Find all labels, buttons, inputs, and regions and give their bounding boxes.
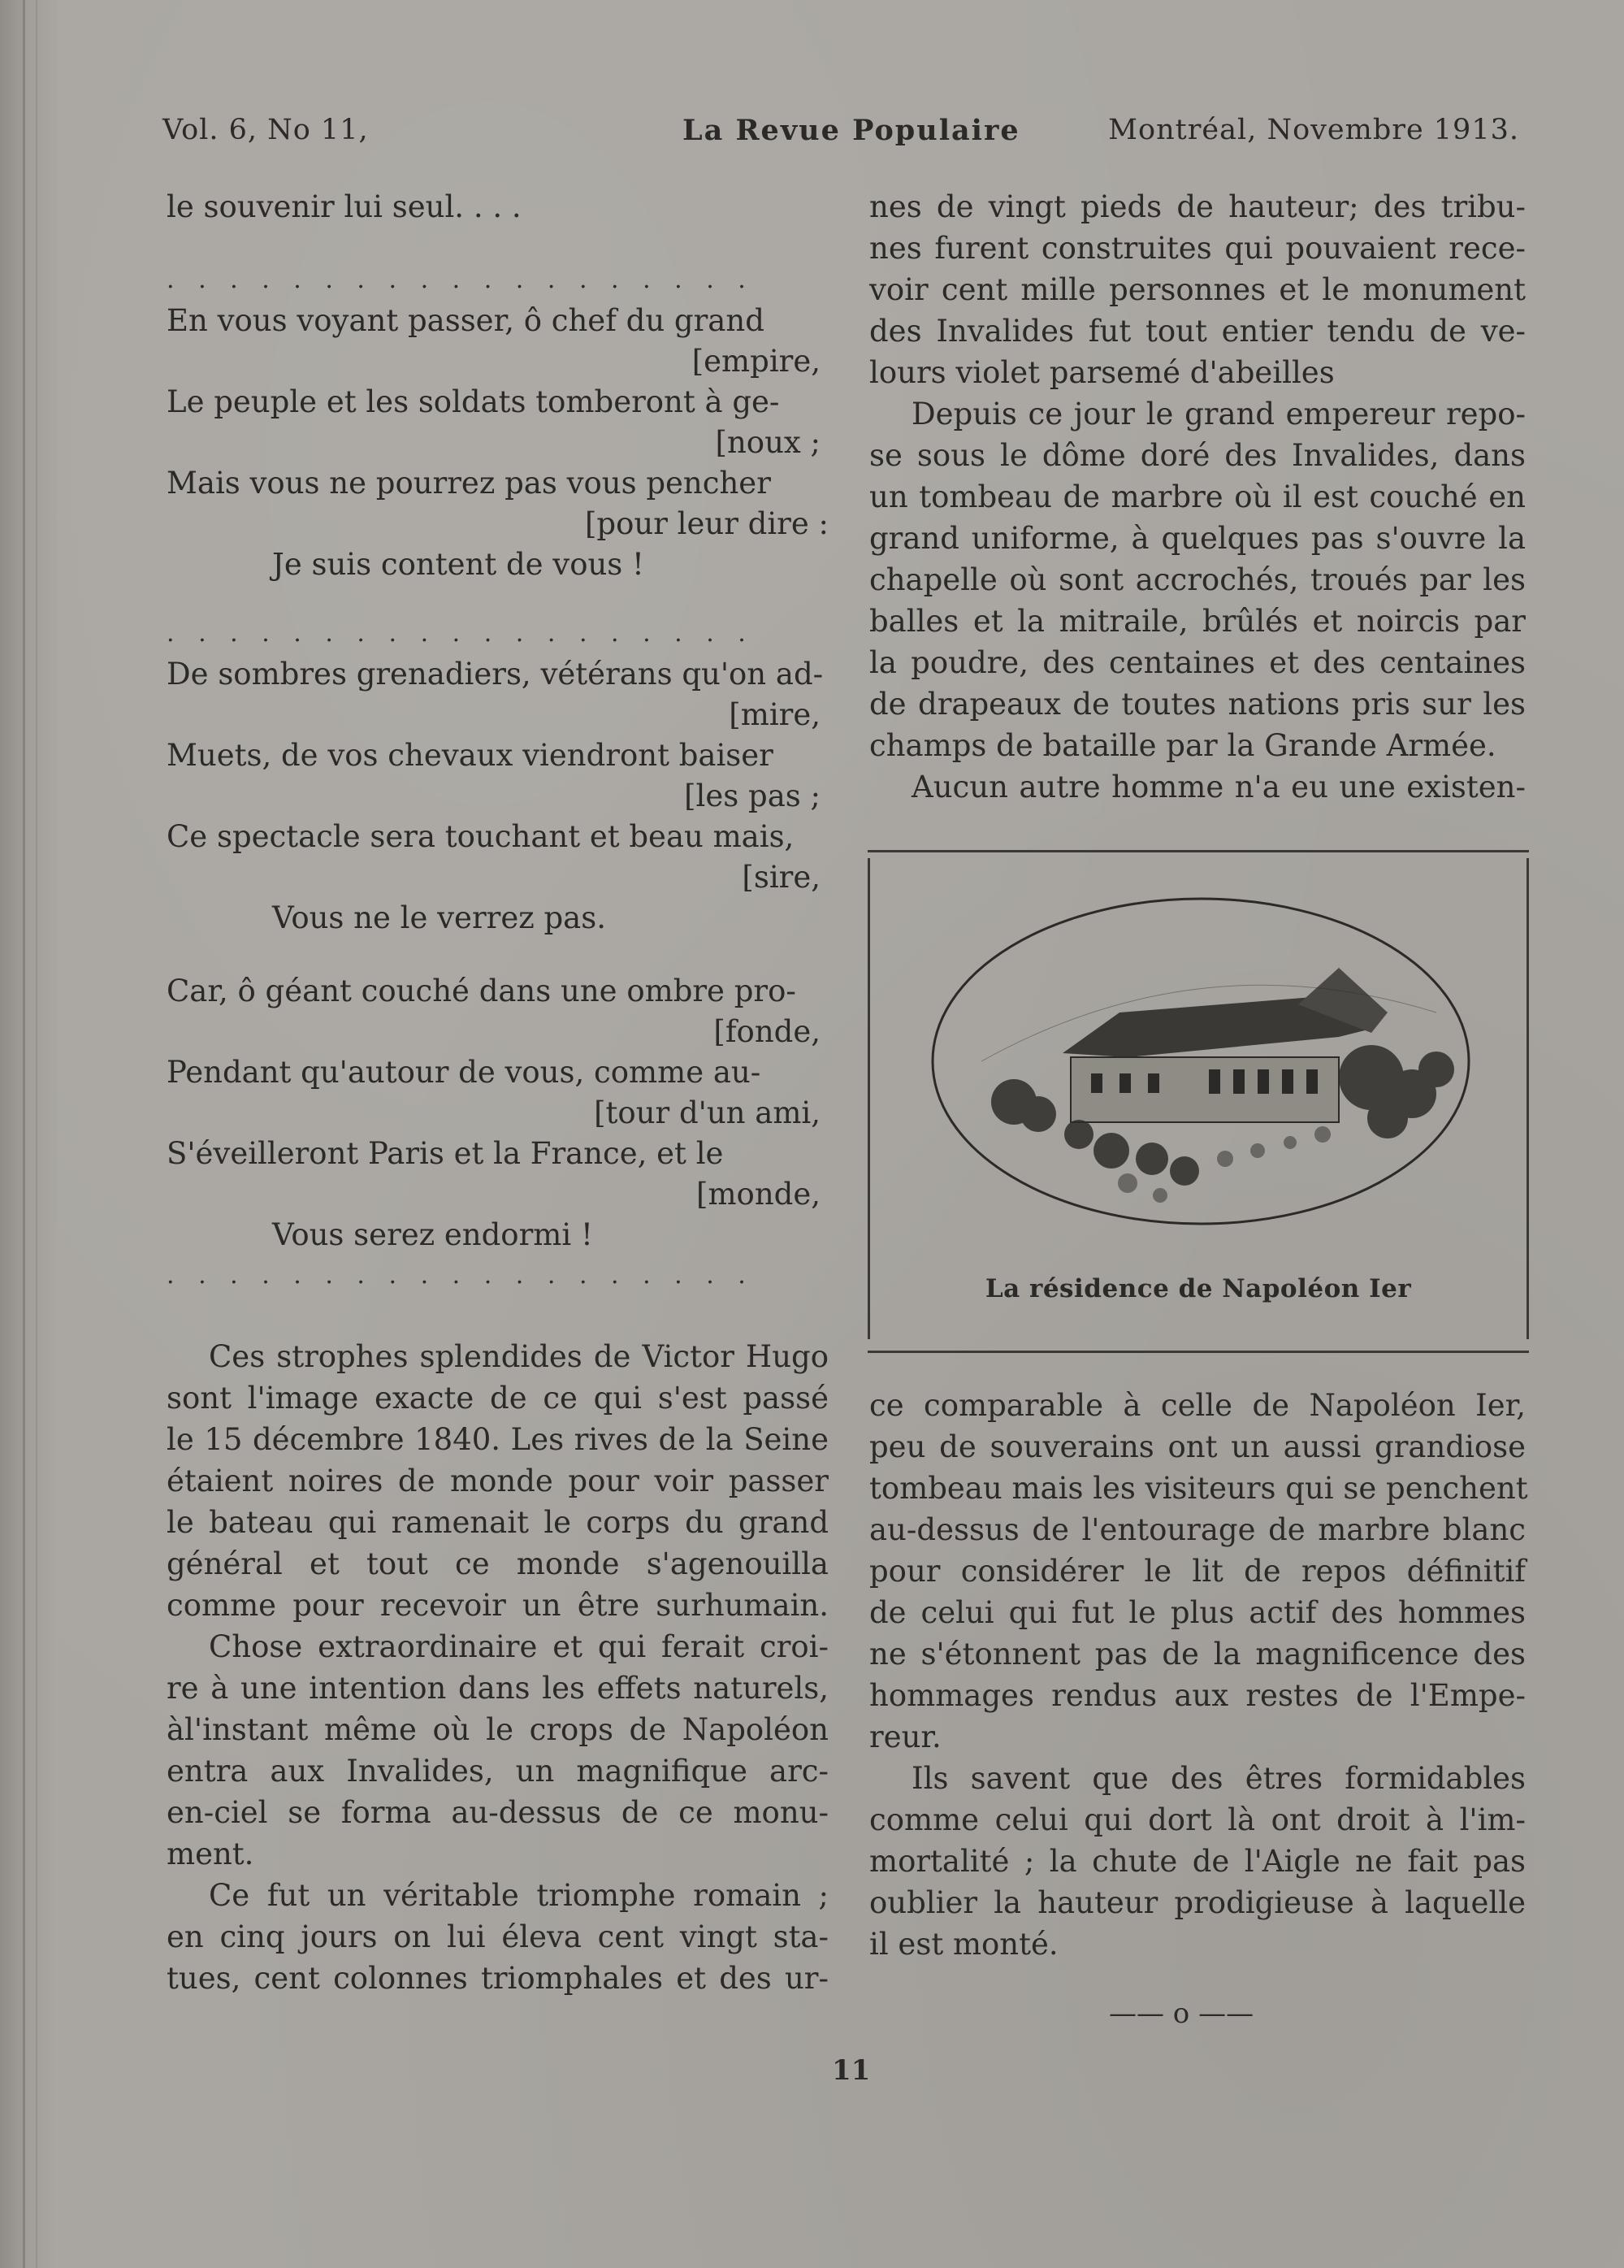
prose-line: oublier la hauteur prodigieuse à laquelle [869, 1885, 1526, 1920]
prose-line: se sous le dôme doré des Invalides, dans [869, 438, 1526, 473]
poem-ellipsis-row: . . . . . . . . . . . . . . . . . . . [167, 1261, 754, 1290]
prose-line: des Invalides fut tout entier tendu de ve- [869, 314, 1526, 349]
left-column [167, 187, 829, 2000]
page-number: 11 [832, 2054, 871, 2087]
prose-line: de drapeaux de toutes nations pris sur les [869, 687, 1526, 722]
prose-line: ment. [167, 1837, 254, 1871]
prose-line: peu de souverains ont un aussi grandiose [869, 1429, 1526, 1464]
prose-line: Ce fut un véritable triomphe romain ; [209, 1878, 829, 1913]
figure-caption: La résidence de Napoléon Ier [985, 1274, 1412, 1303]
verse-line: Mais vous ne pourrez pas vous pencher [167, 466, 771, 501]
prose-line: le bateau qui ramenait le corps du grand [167, 1505, 829, 1540]
verse-line: De sombres grenadiers, vétérans qu'on ad- [167, 657, 824, 692]
prose-line: au-dessus de l'entourage de marbre blanc [869, 1512, 1526, 1547]
prose-line: àl'instant même où le crops de Napoléon [167, 1712, 829, 1747]
prose-paragraph-tribunes [869, 187, 1526, 394]
poem-stanza-2 [167, 654, 829, 939]
prose-line: un tombeau de marbre où il est couché en [869, 479, 1526, 514]
verse-line: Car, ô géant couché dans une ombre pro- [167, 974, 796, 1008]
prose-line: lours violet parsemé d'abeilles [869, 355, 1335, 390]
right-column-continued [869, 1386, 1526, 1966]
right-column [869, 187, 1526, 809]
prose-paragraph-immortality [869, 1758, 1526, 1966]
verse-continuation: [noux ; [715, 425, 821, 460]
prose-line: balles et la mitraile, brûlés et noircis par [869, 604, 1526, 639]
prose-line: nes de vingt pieds de hauteur; des tribu- [869, 189, 1526, 224]
prose-line: Chose extraordinaire et qui ferait croi- [209, 1629, 829, 1664]
prose-line: comme pour recevoir un être surhumain. [167, 1588, 829, 1623]
running-header [162, 114, 1519, 154]
header-title: La Revue Populaire [682, 114, 1020, 147]
prose-line: voir cent mille personnes et le monument [869, 272, 1526, 307]
verse-continuation: [mire, [729, 697, 821, 732]
figure-right-border [1527, 858, 1529, 1339]
verse-line: S'éveilleront Paris et la France, et le [167, 1136, 724, 1171]
figure-bottom-rule [868, 1351, 1529, 1353]
prose-paragraph-triumph [167, 1876, 829, 2000]
verse-line: En vous voyant passer, ô chef du grand [167, 303, 764, 338]
prose-paragraph-dome [869, 394, 1526, 767]
prose-line: le 15 décembre 1840. Les rives de la Seine [167, 1422, 829, 1457]
prose-line: tombeau mais les visiteurs qui se penchent [869, 1471, 1528, 1506]
prose-line: général et tout ce monde s'agenouilla [167, 1546, 829, 1581]
prose-line: pour considérer le lit de repos définitif [869, 1554, 1526, 1589]
binding-crease-secondary [36, 0, 37, 2268]
prose-line: comme celui qui dort là ont droit à l'im- [869, 1802, 1526, 1837]
prose-line: reur. [869, 1719, 942, 1754]
verse-line: Ce spectacle sera touchant et beau mais, [167, 819, 795, 854]
verse-refrain: Vous ne le verrez pas. [272, 900, 606, 935]
prose-line: grand uniforme, à quelques pas s'ouvre la [869, 521, 1526, 556]
prose-line: mortalité ; la chute de l'Aigle ne fait pas [869, 1844, 1526, 1879]
verse-continuation: [sire, [742, 860, 821, 895]
prose-line: Ils savent que des êtres formidables [912, 1761, 1526, 1796]
prose-line: en cinq jours on lui éleva cent vingt sta- [167, 1919, 829, 1954]
verse-line: Pendant qu'autour de vous, comme au- [167, 1055, 761, 1090]
poem-ellipsis-row: . . . . . . . . . . . . . . . . . . . [167, 619, 754, 648]
prose-line: il est monté. [869, 1927, 1059, 1962]
figure-left-border [868, 858, 870, 1339]
prose-line: en-ciel se forma au-dessus de ce monu- [167, 1795, 829, 1830]
poem-stanza-3 [167, 971, 829, 1255]
prose-line: la poudre, des centaines et des centaines [869, 645, 1526, 680]
prose-line: champs de bataille par la Grande Armée. [869, 728, 1496, 763]
figure-top-rule [868, 850, 1529, 852]
page-binding-edge [0, 0, 57, 2268]
prose-paragraph-rainbow [167, 1627, 829, 1876]
prose-paragraph-hugo [167, 1337, 829, 1627]
binding-crease [23, 0, 25, 2268]
prose-line: entra aux Invalides, un magnifique arc- [167, 1754, 829, 1789]
verse-continuation: [fonde, [713, 1014, 821, 1049]
prose-line: Aucun autre homme n'a eu une existen- [912, 770, 1526, 804]
prose-line: tues, cent colonnes triomphales et des ur- [167, 1961, 829, 1996]
prose-paragraph-comparable [869, 1386, 1526, 1758]
verse-continuation: [empire, [691, 344, 821, 379]
poem-opening-line: le souvenir lui seul. . . . [167, 189, 522, 224]
prose-line: de celui qui fut le plus actif des hommes [869, 1595, 1526, 1630]
header-volume: Vol. 6, No 11, [162, 114, 369, 146]
prose-line: Ces strophes splendides de Victor Hugo [209, 1339, 829, 1374]
verse-continuation: [pour leur dire : [584, 506, 829, 541]
prose-line: étaient noires de monde pour voir passer [167, 1464, 829, 1498]
residence-engraving [916, 891, 1485, 1248]
verse-continuation: [monde, [696, 1177, 821, 1212]
poem-stanza-1 [167, 301, 829, 585]
residence-figure [868, 850, 1529, 1339]
prose-line: ne s'étonnent pas de la magnificence des [869, 1637, 1526, 1672]
verse-line: Le peuple et les soldats tomberont à ge- [167, 384, 780, 419]
prose-line: ce comparable à celle de Napoléon Ier, [869, 1388, 1526, 1423]
verse-refrain: Vous serez endormi ! [272, 1217, 593, 1252]
prose-line: hommages rendus aux restes de l'Empe- [869, 1678, 1526, 1713]
verse-refrain: Je suis content de vous ! [272, 547, 644, 582]
prose-line: nes furent construites qui pouvaient rece- [869, 231, 1526, 266]
prose-line: chapelle où sont accrochés, troués par les [869, 562, 1526, 597]
header-date: Montréal, Novembre 1913. [1108, 114, 1519, 146]
poem-ellipsis-row: . . . . . . . . . . . . . . . . . . . [167, 266, 754, 294]
verse-line: Muets, de vos chevaux viendront baiser [167, 738, 773, 773]
verse-continuation: [tour d'un ami, [594, 1095, 821, 1130]
prose-line: re à une intention dans les effets naturels, [167, 1671, 829, 1706]
prose-line: Depuis ce jour le grand empereur repo- [912, 397, 1526, 431]
verse-continuation: [les pas ; [684, 778, 821, 813]
prose-line: sont l'image exacte de ce qui s'est passé [167, 1381, 829, 1416]
section-divider: —— o —— [1109, 1997, 1254, 2030]
